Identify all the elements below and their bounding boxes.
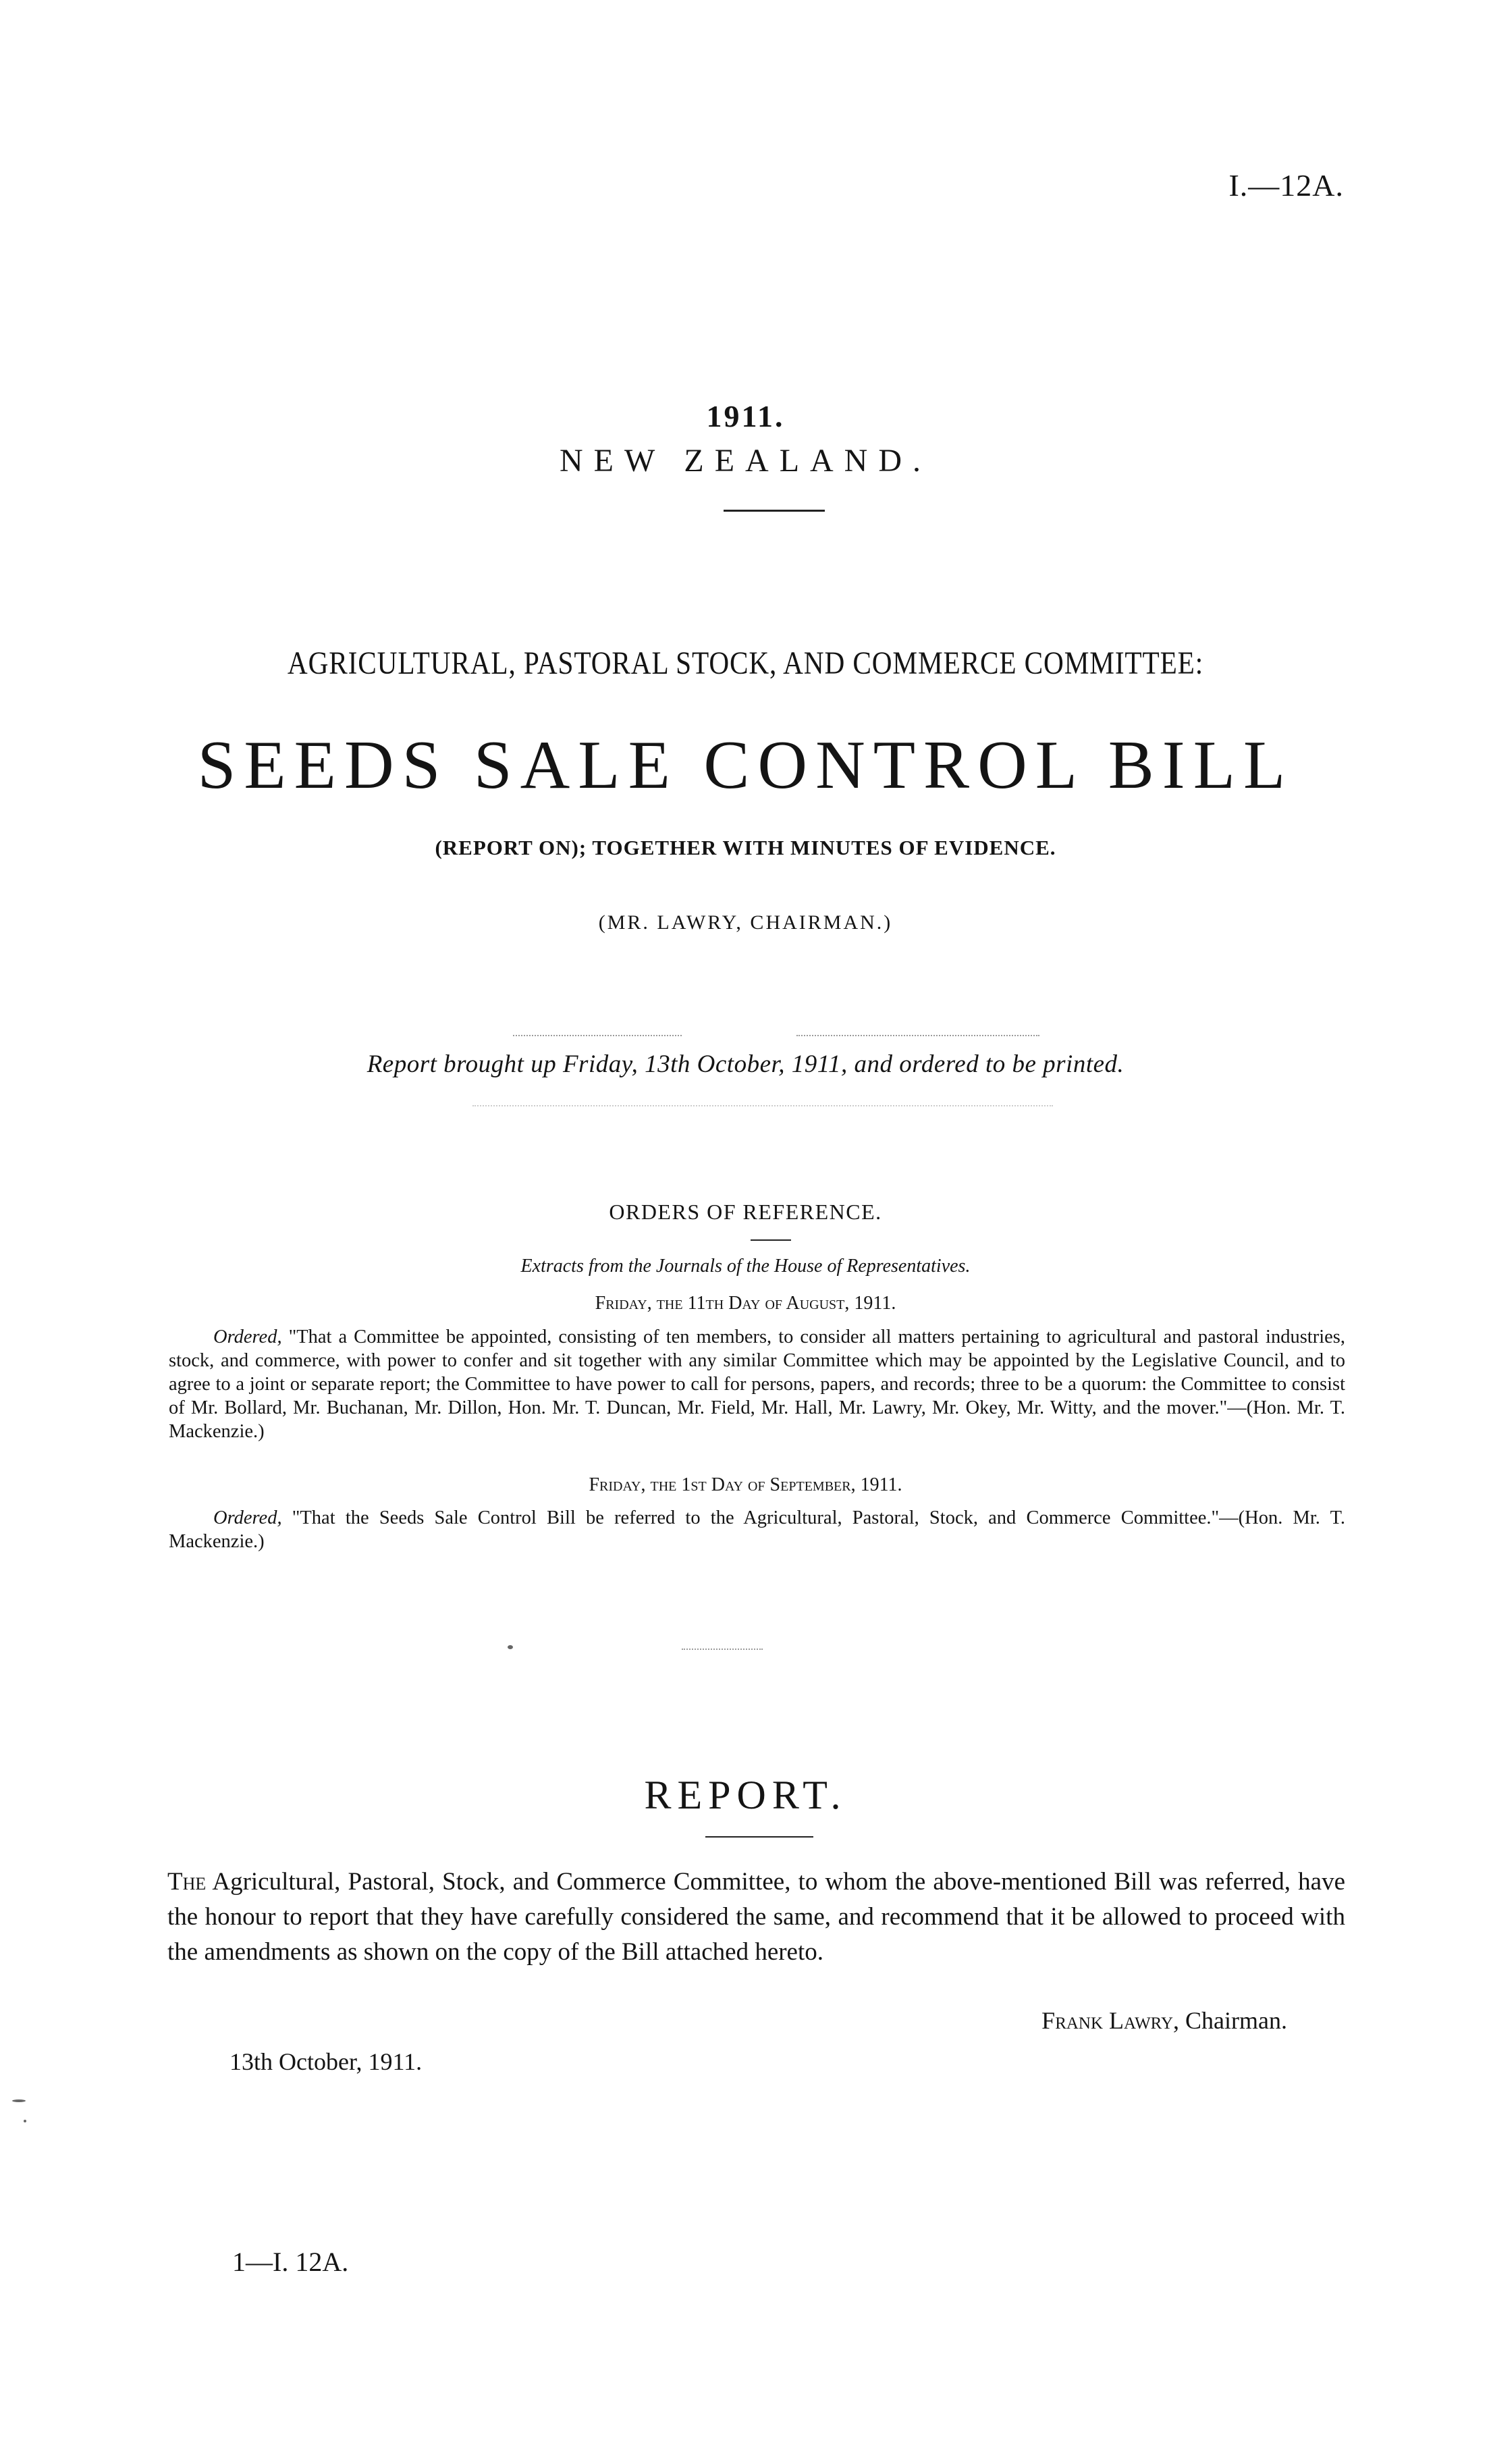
ordered-word: Ordered, <box>213 1507 282 1528</box>
divider-rule <box>705 1836 813 1838</box>
signer-role: Chairman. <box>1179 2007 1287 2034</box>
order-text: "That a Committee be appointed, consisting of ten members, to consider all matters pertaining to agricultural and pastoral industries, stock, and commerce, with power to confer and sit together with any similar Committee which may be appointed by the Legislative Council, and to agree to a joint or separate report; the Committee to have power to call for persons, papers, and records; three to be a quorum: the Committee to consist of Mr. Bollard, Mr. Buchanan, Mr. Dillon, Hon. Mr. T. Duncan, Mr. Field, Mr. Hall, Mr. Lawry, Mr. Okey, Mr. Witty, and the mover."—(Hon. Mr. T. Mackenzie.) <box>169 1327 1345 1442</box>
chairman-note: (MR. LAWRY, CHAIRMAN.) <box>598 911 893 934</box>
report-brought-up-line: Report brought up Friday, 13th October, 1911, and ordered to be printed. <box>367 1050 1124 1078</box>
bill-subtitle: (REPORT ON); TOGETHER WITH MINUTES OF EVIDENCE. <box>435 836 1056 859</box>
publication-year: 1911. <box>706 399 785 433</box>
scan-speckle <box>796 1035 1039 1038</box>
orders-of-reference-heading: ORDERS OF REFERENCE. <box>609 1200 882 1224</box>
report-text: Agricultural, Pastoral, Stock, and Commerce Committee, to whom the above-mentioned Bill was referred, have the honour to report that they have carefully considered the same, and recommend that it be allowed to proceed with the amendments as shown on the copy of the Bill attached hereto. <box>167 1868 1345 1966</box>
order-paragraph <box>169 1506 1345 1553</box>
report-signature <box>1041 2006 1287 2035</box>
page-code: 1—I. 12A. <box>232 2247 349 2277</box>
report-date: 13th October, 1911. <box>229 2048 423 2075</box>
committee-title: AGRICULTURAL, PASTORAL STOCK, AND COMMERCE COMMITTEE: <box>287 645 1204 681</box>
report-heading: REPORT. <box>644 1773 847 1817</box>
scan-speckle <box>682 1649 763 1651</box>
report-paragraph <box>167 1865 1345 1970</box>
divider-rule <box>751 1239 791 1241</box>
order-date: Friday, the 1st Day of September, 1911. <box>589 1474 902 1495</box>
order-paragraph <box>169 1325 1345 1443</box>
scan-speckle <box>12 2099 26 2102</box>
scan-speckle <box>24 2120 26 2122</box>
scan-speckle <box>472 1105 1053 1108</box>
divider-rule <box>724 510 825 512</box>
signer-name: Frank Lawry, <box>1041 2007 1180 2034</box>
country-heading: NEW ZEALAND. <box>559 443 932 479</box>
journal-extract-source: Extracts from the Journals of the House of Representatives. <box>520 1256 971 1277</box>
bill-title: SEEDS SALE CONTROL BILL <box>197 727 1294 803</box>
scan-speckle <box>508 1645 513 1649</box>
scan-speckle <box>513 1035 682 1038</box>
report-lead-word: The <box>167 1868 207 1896</box>
order-text: "That the Seeds Sale Control Bill be referred to the Agricultural, Pastoral, Stock, and Commerce Committee."—(Hon. Mr. T. Mackenzie.) <box>169 1507 1345 1552</box>
order-date: Friday, the 11th Day of August, 1911. <box>595 1293 896 1314</box>
ordered-word: Ordered, <box>213 1327 282 1347</box>
document-reference: I.—12A. <box>1228 168 1344 203</box>
